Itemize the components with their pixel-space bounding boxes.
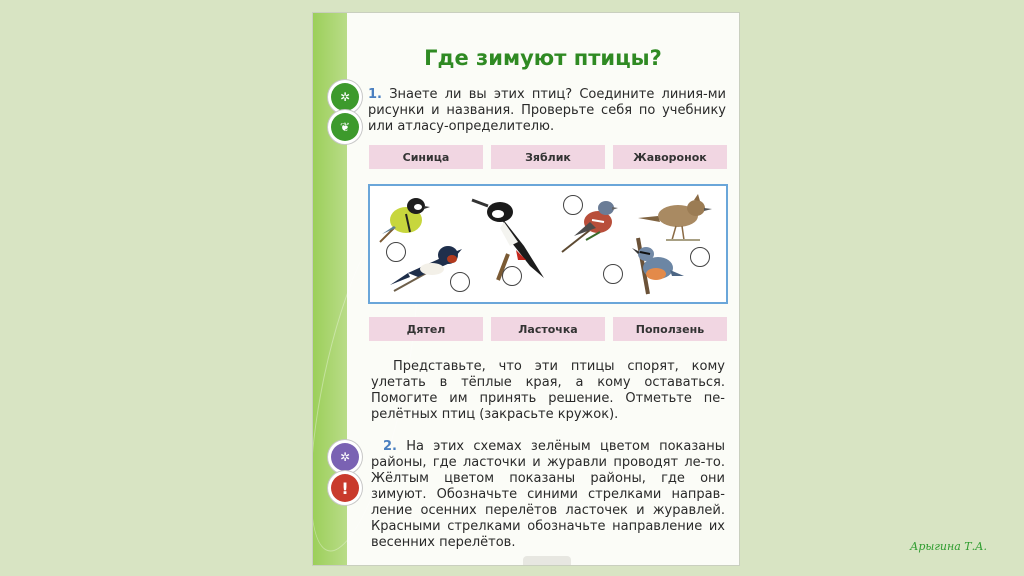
answer-circle-nuthatch[interactable] bbox=[603, 264, 623, 284]
label-popolzen: Поползень bbox=[613, 317, 727, 341]
task1-text bbox=[368, 87, 726, 135]
label-zyablik: Зяблик bbox=[491, 145, 605, 169]
labels-top-row bbox=[369, 145, 727, 169]
label-dyatel: Дятел bbox=[369, 317, 483, 341]
answer-circle-swallow[interactable] bbox=[450, 272, 470, 292]
leaf-icon: ❦ bbox=[331, 113, 359, 141]
author-signature: Арыгина Т.А. bbox=[910, 540, 987, 553]
task2-text bbox=[371, 439, 725, 551]
exclamation-icon: ! bbox=[331, 474, 359, 502]
label-lastochka: Ласточка bbox=[491, 317, 605, 341]
labels-bottom-row bbox=[369, 317, 727, 341]
answer-circle-tit[interactable] bbox=[386, 242, 406, 262]
page-title: Где зимуют птицы? bbox=[424, 46, 662, 70]
star-group-icon: ✲ bbox=[331, 83, 359, 111]
task2-body: На этих схемах зелёным цветом показаны районы, где ласточки и журавли проводят ле-то. Жёлтым цветом показаны районы, где они зимуют. Обозначьте синими стрелками направ-ление осенних перелётов ласточек и журавлей. Красными стрелками обозначьте направление их весенних перелётов. bbox=[371, 439, 725, 550]
task1-body: Знаете ли вы этих птиц? Соедините линия-ми рисунки и названия. Проверьте себя по учебнику или атласу-определителю. bbox=[368, 87, 726, 134]
page-number-tab bbox=[523, 556, 571, 566]
answer-circle-chaffinch[interactable] bbox=[563, 195, 583, 215]
textbook-page bbox=[312, 12, 740, 566]
task2-number: 2. bbox=[383, 439, 397, 454]
answer-circle-lark[interactable] bbox=[690, 247, 710, 267]
task1-extra-text: Представьте, что эти птицы спорят, кому улетать в тёплые края, а кому оставаться. Помогите им принять решение. Отметьте пе-релётных птиц (закрасьте кружок). bbox=[371, 359, 725, 422]
birds-frame bbox=[368, 184, 728, 304]
answer-circle-woodpecker[interactable] bbox=[502, 266, 522, 286]
task1-number: 1. bbox=[368, 87, 382, 102]
label-zhavoronok: Жаворонок bbox=[613, 145, 727, 169]
nuthatch-bird bbox=[622, 236, 688, 298]
star-group-icon: ✲ bbox=[331, 443, 359, 471]
label-sinica: Синица bbox=[369, 145, 483, 169]
